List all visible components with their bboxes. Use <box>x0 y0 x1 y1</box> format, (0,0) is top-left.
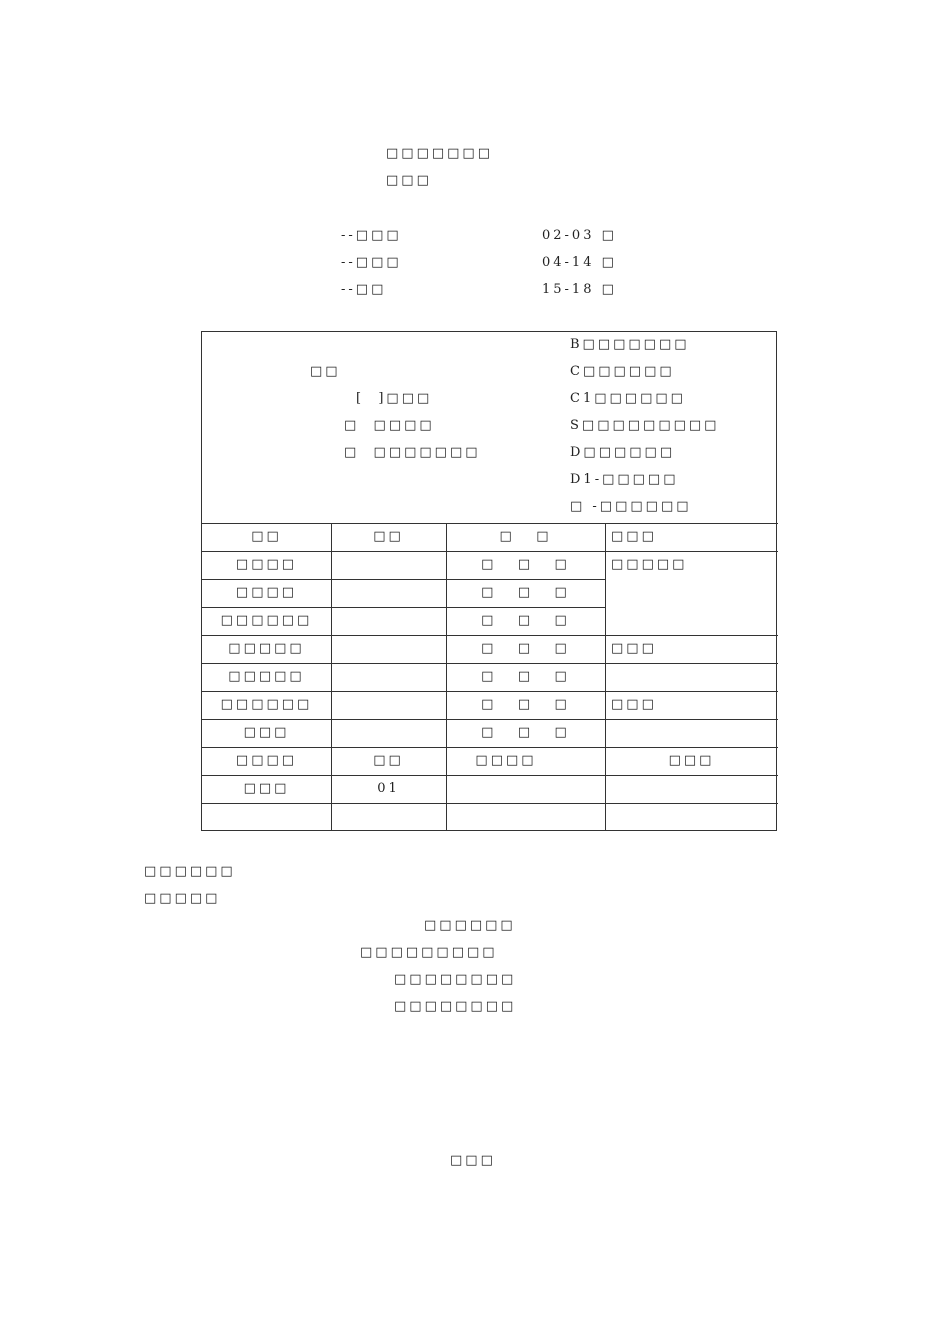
col-header-1: □□ <box>251 529 282 544</box>
row-label: □□□ <box>243 725 290 740</box>
side-note-1: □□□□□ <box>611 557 688 572</box>
toc-pages-2: 04-14 □ <box>542 255 617 270</box>
form-right-item-4: S□□□□□□□□□ <box>570 418 720 433</box>
form-left-title: □□ <box>310 364 341 379</box>
col-header-3: □ □ <box>499 529 552 544</box>
row-label: □□□□ <box>235 585 298 600</box>
side-note-2: □□□ <box>611 641 657 656</box>
doc-title-line1: □□□□□□□ <box>386 146 493 161</box>
toc-pages-1: 02-03 □ <box>542 228 617 243</box>
sign-line-3: □□□□□□□□ <box>394 972 517 987</box>
form-left-item-3: □ □□□□□□□ <box>344 445 481 460</box>
sign-line-1: □□□□□□ <box>424 918 516 933</box>
page-footer: □□□ <box>450 1153 496 1168</box>
grid-line <box>202 691 778 692</box>
row-label: □□□□ <box>235 557 298 572</box>
version-cell-1: □□□ <box>243 781 290 796</box>
version-header-3: □□□□ <box>475 753 537 768</box>
col-header-4: □□□ <box>611 529 657 544</box>
row-mark: □ □ □ <box>481 641 570 656</box>
grid-line <box>202 663 778 664</box>
col-header-2: □□ <box>373 529 404 544</box>
grid-line <box>202 635 778 636</box>
grid-line <box>202 607 605 608</box>
row-mark: □ □ □ <box>481 669 570 684</box>
grid-line <box>605 523 606 830</box>
grid-line <box>202 579 605 580</box>
row-mark: □ □ □ <box>481 585 570 600</box>
grid-line <box>202 551 778 552</box>
grid-line <box>202 775 778 776</box>
version-header-1: □□□□ <box>235 753 298 768</box>
version-header-2: □□ <box>373 753 404 768</box>
toc-pages-3: 15-18 □ <box>542 282 617 297</box>
version-header-4: □□□ <box>668 753 715 768</box>
sign-line-4: □□□□□□□□ <box>394 999 517 1014</box>
row-mark: □ □ □ <box>481 557 570 572</box>
row-mark: □ □ □ <box>481 697 570 712</box>
row-label: □□□□□□ <box>220 697 313 712</box>
row-mark: □ □ □ <box>481 725 570 740</box>
grid-line <box>202 747 778 748</box>
row-label: □□□□□□ <box>220 613 313 628</box>
form-right-item-1: B□□□□□□□ <box>570 337 690 352</box>
form-left-item-1: [ ]□□□ <box>356 391 433 406</box>
grid-line <box>202 523 778 524</box>
form-right-item-3: C1□□□□□□ <box>570 391 686 406</box>
toc-label-2: --□□□ <box>341 255 402 270</box>
form-table <box>201 331 777 831</box>
note-line-2: □□□□□ <box>144 891 221 906</box>
sign-line-2: □□□□□□□□□ <box>360 945 498 960</box>
version-cell-2: 01 <box>377 781 400 796</box>
note-line-1: □□□□□□ <box>144 864 236 879</box>
form-right-item-2: C□□□□□□ <box>570 364 675 379</box>
row-label: □□□□□ <box>228 641 305 656</box>
doc-title-line2: □□□ <box>386 173 432 188</box>
form-left-item-2: □ □□□□ <box>344 418 435 433</box>
toc-label-1: --□□□ <box>341 228 402 243</box>
form-right-item-7: □ -□□□□□□ <box>570 499 692 514</box>
toc-label-3: --□□ <box>341 282 387 297</box>
grid-line <box>202 719 778 720</box>
grid-line <box>202 803 778 804</box>
row-label: □□□□□ <box>228 669 305 684</box>
form-right-item-5: D□□□□□□ <box>570 445 676 460</box>
row-mark: □ □ □ <box>481 613 570 628</box>
form-right-item-6: D1-□□□□□ <box>570 472 679 487</box>
side-note-3: □□□ <box>611 697 657 712</box>
